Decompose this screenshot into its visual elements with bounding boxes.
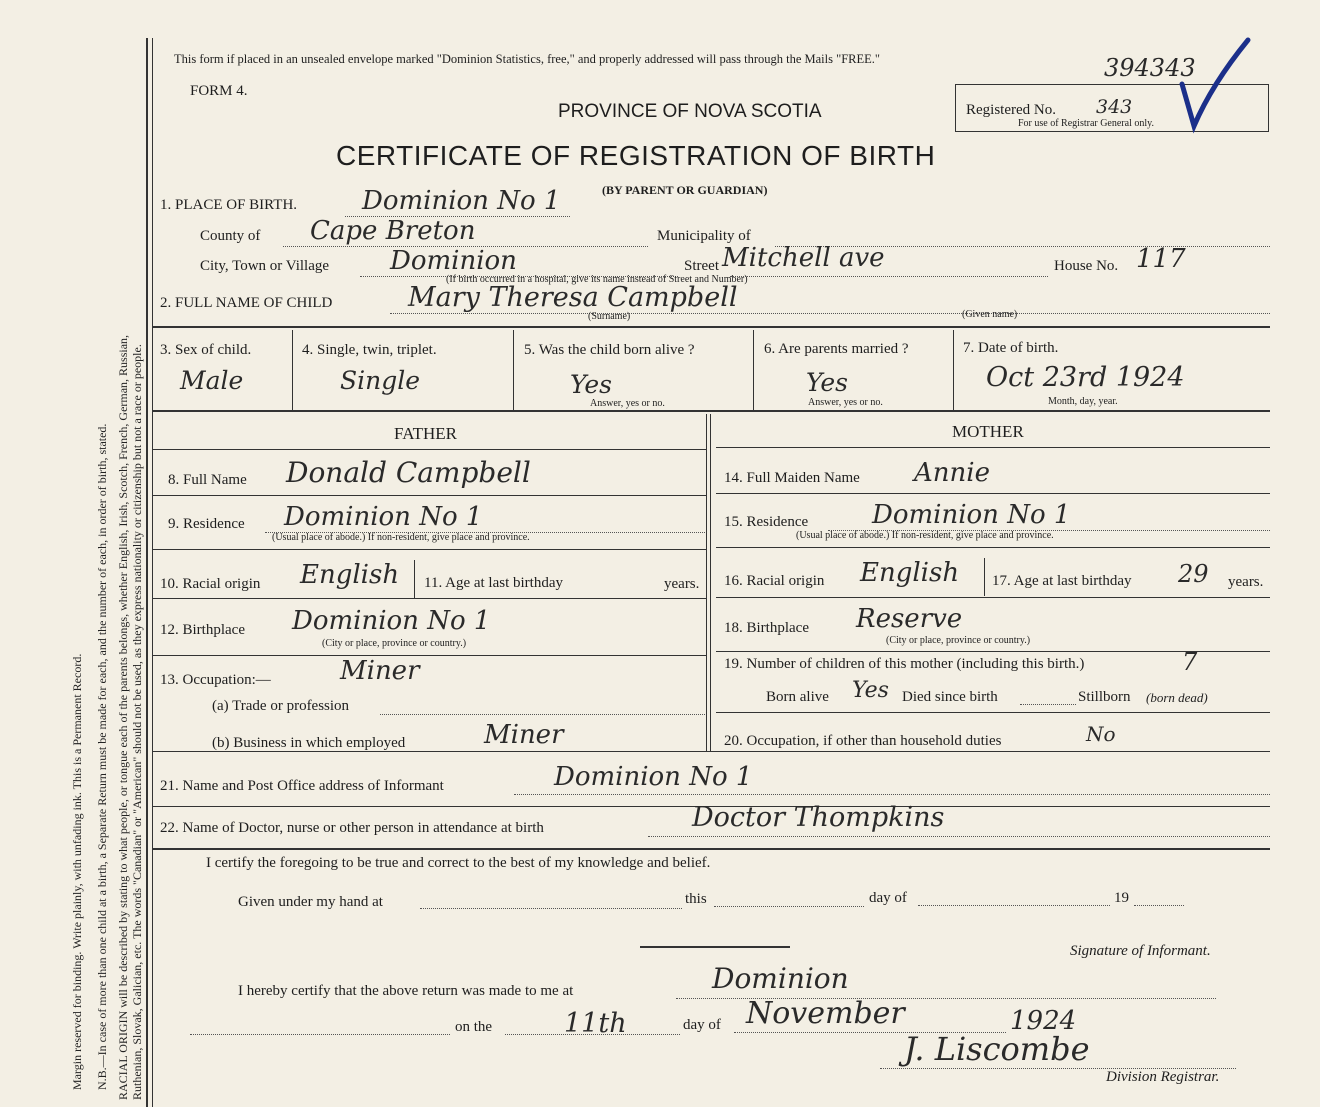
father-birthplace-label: 12. Birthplace	[160, 622, 245, 638]
return-day-value: 11th	[564, 1008, 627, 1039]
mail-notice: This form if placed in an unsealed envelope marked "Dominion Statistics, free," and properly addressed will pass through the Mails "FREE."	[174, 52, 881, 66]
division-registrar-label: Division Registrar.	[1106, 1069, 1220, 1085]
house-label: House No.	[1054, 258, 1119, 274]
street-label: Street	[684, 258, 719, 274]
registered-no-label: Registered No.	[966, 102, 1056, 118]
father-occupation-value: Miner	[340, 656, 420, 686]
given-year-dotted-line	[1134, 905, 1184, 906]
year-prefix-1: 19	[1114, 890, 1129, 906]
rule-after-doctor	[153, 848, 1270, 850]
street-value: Mitchell ave	[722, 243, 885, 273]
father-residence-note: (Usual place of abode.) If non-resident, give place and province.	[272, 532, 530, 543]
mother-rule-5	[716, 712, 1270, 713]
mother-racial-label: 16. Racial origin	[724, 573, 825, 589]
mother-rule-1	[716, 493, 1270, 494]
sex-value: Male	[180, 366, 244, 395]
date-of-birth-label: 7. Date of birth.	[963, 340, 1059, 356]
county-value: Cape Breton	[310, 216, 476, 246]
margin-rule	[146, 38, 148, 1107]
return-day-dotted-line	[505, 1034, 680, 1035]
registrar-signature: J. Liscombe	[904, 1030, 1090, 1068]
father-racial-divider	[414, 560, 415, 598]
sex-label: 3. Sex of child.	[160, 342, 252, 358]
margin-text-racial-2: Ruthenian, Slovak, Galician, etc. The words "Canadian" or "American" should not be used, as they express nationality or citizenship but not a race or people.	[130, 344, 144, 1100]
died-dotted-line	[1020, 704, 1076, 705]
father-rule-1	[153, 495, 706, 496]
mother-age-years: years.	[1228, 574, 1264, 590]
father-rule-3	[153, 598, 706, 599]
born-alive-note: Answer, yes or no.	[590, 398, 665, 409]
checkmark-icon	[1160, 34, 1260, 134]
born-alive-count-value: Yes	[852, 678, 889, 703]
certify-statement: I certify the foregoing to be true and correct to the best of my knowledge and belief.	[206, 855, 711, 871]
mother-age-label: 17. Age at last birthday	[992, 573, 1132, 589]
col-divider-2	[513, 330, 514, 410]
given-name-note: (Given name)	[962, 309, 1018, 320]
mother-birthplace-label: 18. Birthplace	[724, 620, 809, 636]
mother-racial-divider	[984, 558, 985, 596]
father-rule-4	[153, 655, 706, 656]
rule-after-parents	[153, 751, 1270, 752]
child-name-value: Mary Theresa Campbell	[408, 282, 738, 313]
father-occupation-label: 13. Occupation:—	[160, 672, 271, 688]
return-label: I hereby certify that the above return was made to me at	[238, 983, 574, 999]
margin-text-nb: N.B.—In case of more than one child at a birth, a Separate Return must be made for each, and the number of each, in order of birth, stated.	[95, 423, 109, 1090]
mother-heading: MOTHER	[952, 422, 1024, 441]
mother-residence-note: (Usual place of abode.) If non-resident, give place and province.	[796, 530, 1054, 541]
margin-rule-inner	[152, 38, 153, 1107]
registered-no-value: 343	[1096, 96, 1133, 118]
father-business-label: (b) Business in which employed	[212, 735, 406, 751]
father-residence-value: Dominion No 1	[284, 502, 483, 532]
mother-occupation-value: No	[1086, 722, 1116, 746]
parents-divider-a	[706, 414, 707, 751]
informant-value: Dominion No 1	[554, 762, 753, 792]
rule-after-row3	[153, 410, 1270, 412]
mother-residence-value: Dominion No 1	[872, 500, 1071, 530]
father-racial-value: English	[300, 560, 400, 590]
date-of-birth-note: Month, day, year.	[1048, 396, 1118, 407]
surname-note: (Surname)	[588, 311, 631, 322]
return-day-of-label: day of	[683, 1017, 721, 1033]
married-note: Answer, yes or no.	[808, 397, 883, 408]
informant-dotted-line	[514, 794, 1270, 795]
father-trade-label: (a) Trade or profession	[212, 698, 350, 714]
died-since-birth-label: Died since birth	[902, 689, 998, 705]
father-trade-dotted-line	[380, 714, 705, 715]
mother-children-value: 7	[1182, 648, 1198, 676]
father-heading-rule	[153, 449, 706, 450]
col-divider-4	[953, 330, 954, 410]
given-month-dotted-line	[918, 905, 1110, 906]
city-label: City, Town or Village	[200, 258, 330, 274]
child-name-label: 2. FULL NAME OF CHILD	[160, 295, 333, 311]
stillborn-note: (born dead)	[1146, 690, 1208, 705]
father-age-years: years.	[664, 576, 700, 592]
return-year-value: 1924	[1010, 1006, 1077, 1036]
informant-label: 21. Name and Post Office address of Informant	[160, 778, 444, 794]
given-day-dotted-line	[714, 906, 864, 907]
married-value: Yes	[806, 368, 848, 397]
certificate-title: CERTIFICATE OF REGISTRATION OF BIRTH	[336, 140, 936, 171]
house-value: 117	[1136, 244, 1186, 274]
margin-text-binding: Margin reserved for binding. Write plainly, with unfading ink. This is a Permanent Record.	[70, 653, 84, 1090]
street-dotted-line	[730, 276, 1048, 277]
registrar-note: For use of Registrar General only.	[1018, 118, 1154, 129]
born-alive-label: 5. Was the child born alive ?	[524, 342, 695, 358]
form-number: FORM 4.	[190, 83, 248, 99]
child-dotted-line	[390, 313, 1270, 314]
father-age-label: 11. Age at last birthday	[424, 575, 563, 591]
col-divider-3	[753, 330, 754, 410]
father-heading: FATHER	[394, 424, 457, 443]
given-place-dotted-line	[420, 908, 682, 909]
born-alive-value: Yes	[570, 370, 612, 399]
informant-signature-line	[640, 946, 790, 948]
this-label: this	[685, 891, 707, 907]
return-month-value: November	[746, 996, 905, 1031]
father-rule-2	[153, 549, 706, 550]
father-birthplace-value: Dominion No 1	[292, 606, 491, 636]
father-name-value: Donald Campbell	[286, 456, 531, 489]
mother-racial-value: English	[860, 558, 960, 588]
given-under-hand-label: Given under my hand at	[238, 894, 383, 910]
place-of-birth-label: 1. PLACE OF BIRTH.	[160, 197, 298, 213]
city-value: Dominion	[390, 246, 517, 276]
col-divider-1	[292, 330, 293, 410]
mother-birthplace-value: Reserve	[856, 604, 963, 634]
stillborn-label: Stillborn	[1078, 689, 1131, 705]
handwritten-reg-number: 394343	[1104, 54, 1196, 82]
hospital-note: (If birth occurred in a hospital, give its name instead of Street and Number)	[446, 274, 748, 285]
return-place-value: Dominion	[712, 962, 849, 995]
mother-rule-3	[716, 597, 1270, 598]
mother-residence-label: 15. Residence	[724, 514, 809, 530]
municipality-label: Municipality of	[657, 228, 751, 244]
married-label: 6. Are parents married ?	[764, 341, 909, 357]
date-of-birth-value: Oct 23rd 1924	[986, 362, 1185, 393]
mother-birthplace-note: (City or place, province or country.)	[886, 635, 1031, 646]
parents-divider-b	[710, 414, 711, 751]
on-the-label: on the	[455, 1019, 493, 1035]
doctor-dotted-line	[648, 836, 1270, 837]
mother-heading-rule	[716, 447, 1270, 448]
mother-occupation-label: 20. Occupation, if other than household duties	[724, 733, 1002, 749]
plurality-label: 4. Single, twin, triplet.	[302, 342, 437, 358]
on-the-leading-dots	[190, 1034, 450, 1035]
mother-age-value: 29	[1178, 560, 1209, 588]
day-of-label: day of	[869, 890, 907, 906]
signature-of-informant: Signature of Informant.	[1070, 943, 1211, 959]
father-racial-label: 10. Racial origin	[160, 576, 261, 592]
province-heading: PROVINCE OF NOVA SCOTIA	[558, 101, 822, 122]
margin-text-racial-1: RACIAL ORIGIN will be described by stating to what people, or tongue each of the parents belongs, whether English, Irish, Scotch, French, German, Russian,	[116, 334, 130, 1100]
mother-rule-2	[716, 547, 1270, 548]
place-of-birth-value: Dominion No 1	[362, 186, 561, 216]
mother-name-value: Annie	[914, 458, 990, 488]
plurality-value: Single	[340, 366, 421, 395]
doctor-value: Doctor Thompkins	[692, 802, 945, 833]
father-name-label: 8. Full Name	[168, 472, 247, 488]
born-alive-count-label: Born alive	[766, 689, 829, 705]
doctor-label: 22. Name of Doctor, nurse or other person in attendance at birth	[160, 820, 544, 836]
mother-children-label: 19. Number of children of this mother (including this birth.)	[724, 656, 1085, 672]
father-business-value: Miner	[484, 720, 564, 750]
father-birthplace-note: (City or place, province or country.)	[322, 638, 467, 649]
certificate-subtitle: (BY PARENT OR GUARDIAN)	[602, 183, 768, 197]
father-residence-label: 9. Residence	[168, 516, 245, 532]
mother-name-label: 14. Full Maiden Name	[724, 470, 860, 486]
rule-after-child	[153, 326, 1270, 328]
county-label: County of	[200, 228, 261, 244]
